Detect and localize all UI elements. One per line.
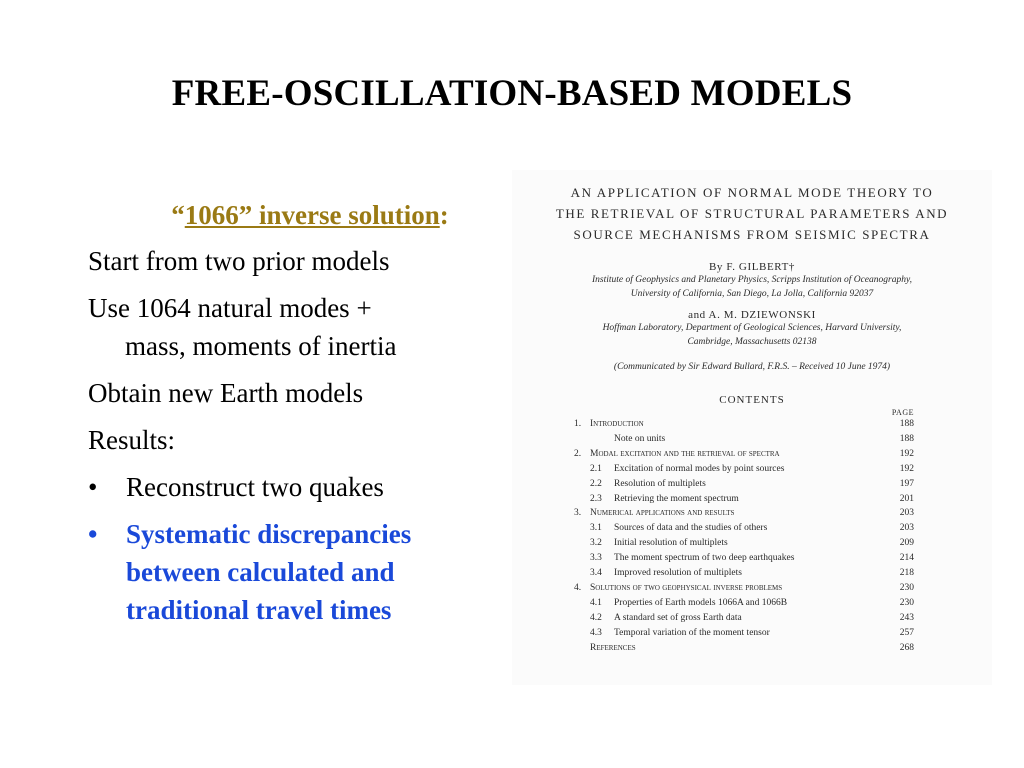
bullet-text: Systematic discrepancies between calculated and traditional travel times xyxy=(126,519,412,625)
toc-row xyxy=(574,641,914,656)
toc-page-header: PAGE xyxy=(891,408,914,417)
toc-row xyxy=(574,581,914,596)
line-earth-models xyxy=(88,374,498,412)
table-of-contents xyxy=(574,408,914,656)
paper-title-line: AN APPLICATION OF NORMAL MODE THEORY TO xyxy=(570,185,934,200)
toc-row xyxy=(574,611,914,626)
line-natural-modes xyxy=(88,289,498,365)
toc-page: 230 xyxy=(899,582,914,593)
paper-communicated: (Communicated by Sir Edward Bullard, F.R.S. – Received 10 June 1974) xyxy=(613,362,891,372)
toc-row xyxy=(574,462,914,477)
inverse-solution-link[interactable]: 1066” inverse solution xyxy=(184,200,440,230)
paper-author-2: and A. M. DZIEWONSKI xyxy=(688,309,816,321)
toc-row xyxy=(574,447,914,462)
toc-entry: Note on units xyxy=(614,433,666,444)
bullet-item-highlight xyxy=(88,515,498,629)
toc-page: 230 xyxy=(899,597,914,608)
toc-number: 4.2 xyxy=(590,612,602,623)
affiliation-line: Hoffman Laboratory, Department of Geological Sciences, Harvard University, xyxy=(602,323,902,333)
toc-entry: Sources of data and the studies of others xyxy=(614,523,768,534)
toc-number: 2.1 xyxy=(590,463,602,474)
toc-number: 3.4 xyxy=(590,568,602,579)
paper-title xyxy=(512,182,992,245)
toc-row xyxy=(574,506,914,521)
toc-row xyxy=(574,596,914,611)
paper-scan xyxy=(512,170,992,685)
toc-number: 1. xyxy=(574,419,582,429)
toc-page: 243 xyxy=(899,612,914,623)
paper-title-line: SOURCE MECHANISMS FROM SEISMIC SPECTRA xyxy=(573,227,931,242)
toc-rows xyxy=(574,417,914,656)
toc-page: 214 xyxy=(899,553,914,564)
toc-number: 4. xyxy=(574,582,582,593)
line-text: Use 1064 natural modes + xyxy=(88,293,372,323)
toc-row xyxy=(574,521,914,536)
toc-entry: Temporal variation of the moment tensor xyxy=(614,627,770,638)
toc-row xyxy=(574,492,914,507)
bullet-dot: • xyxy=(88,472,98,502)
toc-entry: Retrieving the moment spectrum xyxy=(614,493,739,504)
toc-row xyxy=(574,566,914,581)
toc-entry: References xyxy=(590,642,636,653)
toc-page: 203 xyxy=(899,508,914,519)
toc-entry: A standard set of gross Earth data xyxy=(614,612,742,623)
toc-row xyxy=(574,477,914,492)
toc-number: 3.3 xyxy=(590,553,602,564)
toc-number xyxy=(574,432,614,447)
paper-affiliation-1 xyxy=(512,273,992,301)
slide-title: FREE-OSCILLATION-BASED MODELS xyxy=(171,73,853,114)
toc-page: 197 xyxy=(899,478,914,489)
toc-number: 2.2 xyxy=(590,478,602,489)
toc-number xyxy=(574,641,590,656)
paper-affiliation-2 xyxy=(512,321,992,349)
line-text: Obtain new Earth models xyxy=(88,378,364,408)
bullet-text: Reconstruct two quakes xyxy=(126,472,384,502)
toc-entry: Properties of Earth models 1066A and 1066B xyxy=(614,597,788,608)
affiliation-line: University of California, San Diego, La Jolla, California 92037 xyxy=(630,289,874,299)
contents-heading: CONTENTS xyxy=(719,394,785,406)
toc-number: 4.1 xyxy=(590,597,602,608)
bullet-item xyxy=(88,468,498,506)
toc-page: 218 xyxy=(899,568,914,579)
bullet-dot: • xyxy=(88,519,98,549)
line-continuation: mass, moments of inertia xyxy=(125,331,397,361)
paper-author-1: By F. GILBERT† xyxy=(708,261,795,273)
toc-page: 188 xyxy=(899,419,914,429)
toc-page: 192 xyxy=(899,448,914,459)
toc-entry: The moment spectrum of two deep earthquakes xyxy=(614,553,795,564)
toc-entry: Numerical applications and results xyxy=(590,508,735,519)
toc-row xyxy=(574,432,914,447)
toc-entry: Solutions of two geophysical inverse problems xyxy=(590,582,783,593)
toc-number: 4.3 xyxy=(590,627,602,638)
line-results xyxy=(88,421,498,459)
toc-row xyxy=(574,417,914,432)
toc-entry: Excitation of normal modes by point sources xyxy=(614,463,785,474)
paper-title-line: THE RETRIEVAL OF STRUCTURAL PARAMETERS AND xyxy=(555,206,949,221)
toc-entry: Improved resolution of multiplets xyxy=(614,568,742,579)
toc-entry: Initial resolution of multiplets xyxy=(614,538,728,549)
toc-number: 3.2 xyxy=(590,538,602,549)
line-text: Start from two prior models xyxy=(88,246,390,276)
toc-row xyxy=(574,626,914,641)
affiliation-line: Institute of Geophysics and Planetary Physics, Scripps Institution of Oceanography, xyxy=(591,275,913,285)
subhead-open-quote: “ xyxy=(171,200,185,230)
toc-number: 3. xyxy=(574,508,582,519)
toc-entry: Resolution of multiplets xyxy=(614,478,706,489)
toc-page: 209 xyxy=(899,538,914,549)
toc-page: 192 xyxy=(899,463,914,474)
toc-page: 201 xyxy=(899,493,914,504)
line-prior-models xyxy=(88,242,498,280)
subhead-colon: : xyxy=(439,200,449,230)
affiliation-line: Cambridge, Massachusetts 02138 xyxy=(687,337,817,347)
subhead xyxy=(88,196,496,234)
toc-row xyxy=(574,536,914,551)
toc-entry: Introduction xyxy=(590,419,644,429)
toc-page: 257 xyxy=(899,627,914,638)
toc-page: 188 xyxy=(899,433,914,444)
toc-number: 2.3 xyxy=(590,493,602,504)
toc-page: 268 xyxy=(899,642,914,653)
toc-entry: Modal excitation and the retrieval of spectra xyxy=(590,448,780,459)
left-column xyxy=(88,196,498,638)
toc-row xyxy=(574,551,914,566)
toc-number: 2. xyxy=(574,448,582,459)
line-text: Results: xyxy=(88,425,176,455)
toc-number: 3.1 xyxy=(590,523,602,534)
toc-page: 203 xyxy=(899,523,914,534)
